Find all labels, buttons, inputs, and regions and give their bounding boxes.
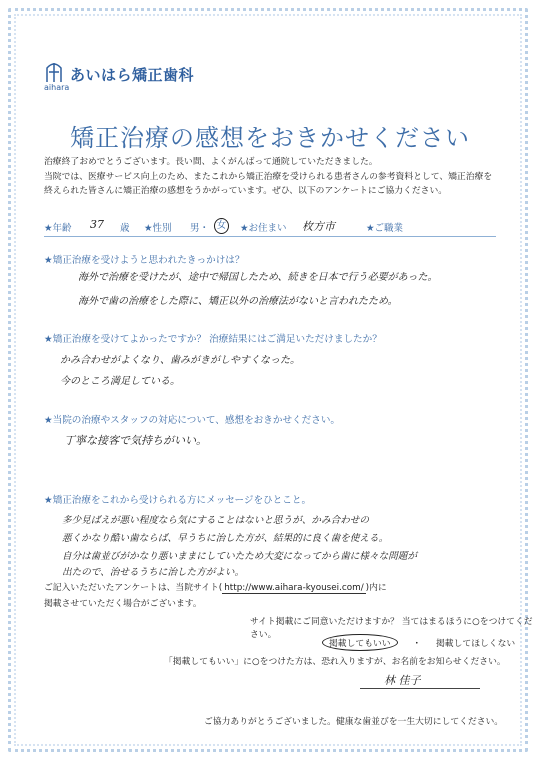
thanks-text: ご協力ありがとうございました。健康な歯並びを一生大切にしてください。 xyxy=(204,717,504,727)
answer-line[interactable]: 多少見ばえが悪い程度なら気にすることはないと思うが、かみ合わせの xyxy=(62,515,369,526)
site-url-link[interactable]: http://www.aihara-kyousei.com/ xyxy=(224,583,364,593)
consent-question: サイト掲載にご同意いただけますか？ 当てはまるほうに○をつけてください。 xyxy=(250,617,533,640)
question-text: ★矯正治療をこれから受けられる方にメッセージをひとこと。 xyxy=(44,495,312,506)
question-text: ★当院の治療やスタッフの対応について、感想をおきかせください。 xyxy=(44,415,341,426)
age-label: ★年齢 xyxy=(44,223,72,234)
answer-line[interactable]: かみ合わせがよくなり、歯みがきがしやすくなった。 xyxy=(60,355,300,366)
question-motivation xyxy=(44,252,504,266)
clinic-name: あいはら矯正歯科 xyxy=(70,66,195,84)
intro-line: 治療終了おめでとうございます。長い間、よくがんばって通院していただきました。 xyxy=(44,157,378,167)
page-title: 矯正治療の感想をおきかせください xyxy=(70,124,470,152)
clinic-name-romaji: aihara xyxy=(44,83,70,92)
name-request: 「掲載してもいい」に○をつけた方は、恐れ入りますが、お名前をお知らせください。 xyxy=(164,657,506,667)
job-label: ★ご職業 xyxy=(366,223,404,234)
question-message xyxy=(44,492,504,506)
consent-options xyxy=(322,634,515,651)
posting-notice-prefix: ご記入いただいたアンケートは、当院サイト( xyxy=(44,583,223,593)
age-value[interactable]: 37 xyxy=(90,218,104,231)
question-satisfaction xyxy=(44,331,504,345)
intro-line: 終えられた皆さんに矯正治療の感想をうかがっています。ぜひ、以下のアンケートにご協力ください。 xyxy=(44,186,448,196)
answer-line[interactable]: 出たので、治せるうちに治した方がよい。 xyxy=(62,567,245,578)
intro-line: 当院では、医療サービス向上のため、またこれから矯正治療を受けられる患者さんの参考資料として、矯正治療を xyxy=(44,171,493,182)
question-text: ★矯正治療を受けようと思われたきっかけは？ xyxy=(44,255,245,266)
question-text: ★矯正治療を受けてよかったですか？ 治療結果にはご満足いただけましたか？ xyxy=(44,334,382,345)
answer-line[interactable]: 今のところ満足している。 xyxy=(60,376,180,387)
answer-line[interactable]: 海外で治療を受けたが、途中で帰国したため、続きを日本で行う必要があった。 xyxy=(78,272,438,283)
option-yes-circled[interactable]: 掲載してもいい xyxy=(322,634,398,651)
posting-notice-line2: 掲載させていただく場合がございます。 xyxy=(44,599,202,609)
age-unit: 歳 xyxy=(120,223,130,234)
sex-label: ★性別 xyxy=(144,223,172,234)
address-value[interactable]: 枚方市 xyxy=(302,220,335,233)
answer-line[interactable]: 悪くかなり酷い歯ならば、早うちに治した方が、結果的に良く歯を使える。 xyxy=(62,533,389,544)
intro-text xyxy=(44,155,504,199)
posting-notice-suffix: )内に xyxy=(365,583,387,593)
posting-notice xyxy=(44,580,387,594)
patient-info-row xyxy=(44,220,496,237)
sex-selected-value[interactable]: 女 xyxy=(214,218,229,234)
option-separator: ・ xyxy=(412,639,422,649)
answer-line[interactable]: 丁寧な接客で気持ちがいい。 xyxy=(64,434,207,447)
answer-line[interactable]: 自分は歯並びがかなり悪いままにしていたため大変になってから歯に様々な問題が xyxy=(62,551,417,562)
option-no[interactable]: 掲載してほしくない xyxy=(436,639,516,649)
sex-options: 男・ xyxy=(190,223,210,234)
signature-line xyxy=(360,688,480,689)
question-staff xyxy=(44,412,504,426)
clinic-logo-icon xyxy=(44,60,64,84)
address-label: ★お住まい xyxy=(240,223,287,234)
signature[interactable]: 林 佳子 xyxy=(384,674,421,687)
answer-line[interactable]: 海外で歯の治療をした際に、矯正以外の治療法がないと言われたため。 xyxy=(78,296,398,307)
